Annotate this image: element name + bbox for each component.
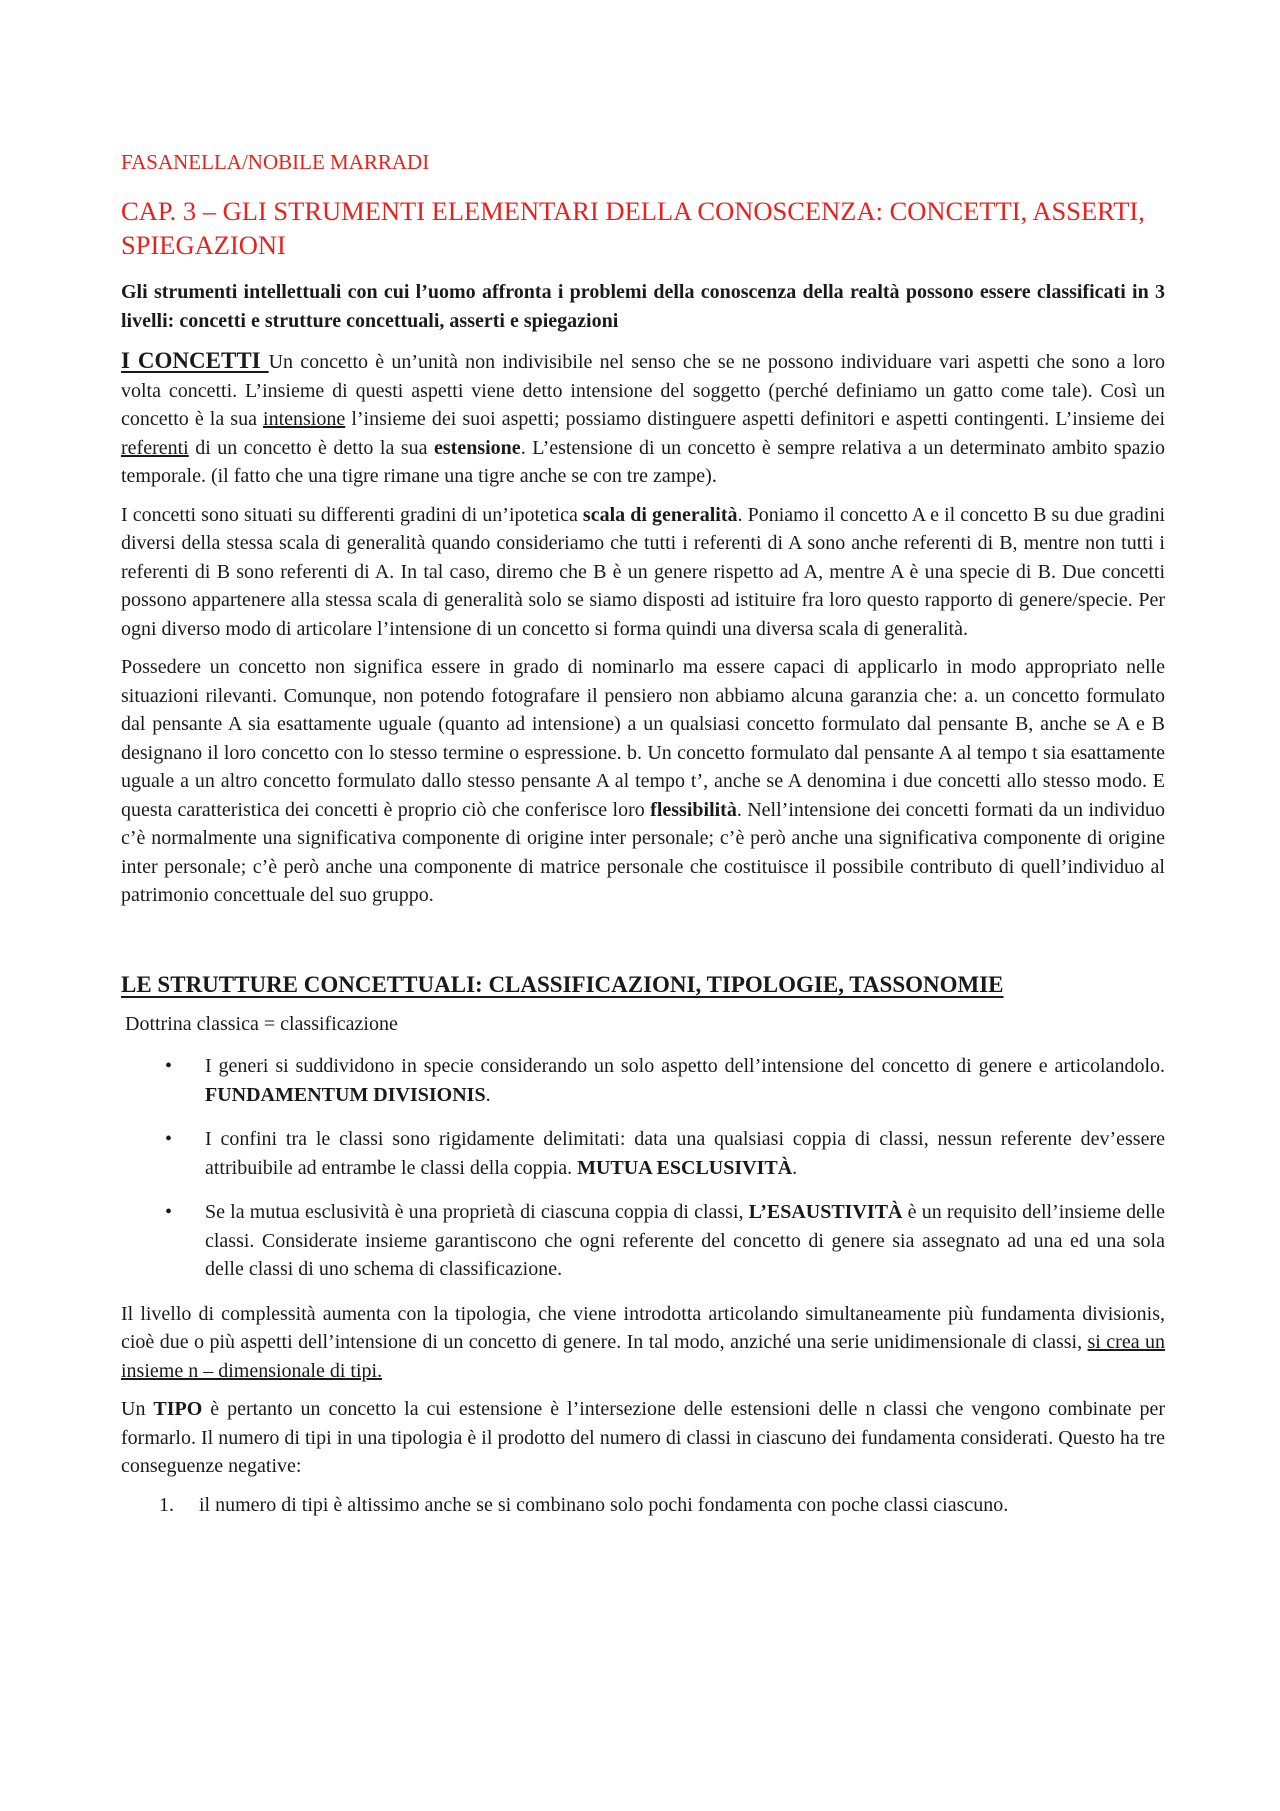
bold-term: FUNDAMENTUM DIVISIONIS [205, 1083, 486, 1106]
text-run: . L’estensione di un concetto è sempre relativa a un determinato ambito spazio temporale. (il fatto che una tigre rimane una tigre anche se con tre zampe). [121, 436, 1165, 487]
bullet-icon: • [165, 1128, 173, 1150]
concepts-paragraph-1 [121, 347, 1165, 491]
numbered-list [121, 1491, 1165, 1520]
text-run: Se la mutua esclusività è una proprietà di ciascuna coppia di classi, [205, 1201, 749, 1223]
underlined-term: intensione [263, 408, 346, 430]
text-run: è un requisito dell’insieme delle classi. Considerate insieme garantiscono che ogni referente del concetto di genere sia assegnato ad una ed una sola delle classi di uno schema di classificazione. [205, 1201, 1165, 1280]
list-item [121, 1125, 1165, 1182]
list-item [121, 1198, 1165, 1284]
typology-paragraph [121, 1300, 1165, 1386]
bullet-icon: • [165, 1201, 173, 1223]
text-run: di un concetto è detto la sua [188, 436, 435, 459]
list-item [121, 1052, 1165, 1109]
text-run: I concetti sono situati su differenti gradini di un’ipotetica [121, 503, 583, 526]
authors-header: FASANELLA/NOBILE MARRADI [121, 150, 430, 174]
text-run: I generi si suddividono in specie considerando un solo aspetto dell’intensione del concetto di genere e articolandolo. [205, 1055, 1165, 1077]
bullet-list [121, 1052, 1165, 1284]
text-run: Un [121, 1398, 154, 1420]
text-run: è pertanto un concetto la cui estensione è l’intersezione delle estensioni delle n classi che vengono combinate per formarlo. Il numero di tipi in una tipologia è il prodotto del numero di classi in ciascuno dei fundamenta considerati. Questo ha tre conseguenze negative: [121, 1398, 1165, 1477]
concepts-paragraph-2 [121, 501, 1165, 644]
chapter-title: CAP. 3 – GLI STRUMENTI ELEMENTARI DELLA CONOSCENZA: CONCETTI, ASSERTI, SPIEGAZIONI [121, 196, 1145, 260]
bullet-icon: • [165, 1055, 173, 1077]
text-run: . Nell’intensione dei concetti formati da un individuo c’è normalmente una significativa componente di origine inter personale; c’è però anche una significativa componente di origine inter personale; c’è però anche una componente di matrice personale che costituisce il possibile contributo di quell’individuo al patrimonio concettuale del suo gruppo. [121, 798, 1165, 906]
text-run: Un concetto è un’unità non indivisibile nel senso che se ne possono individuare vari aspetti che sono a loro volta concetti. L’insieme di questi aspetti viene detto intensione del soggetto (perché definiamo un gatto come tale). Così un concetto è la sua [121, 351, 1165, 430]
list-item [121, 1491, 1165, 1520]
list-number: 1. [159, 1493, 174, 1516]
text-run: . Poniamo il concetto A e il concetto B su due gradini diversi della stessa scala di generalità quando consideriamo che tutti i referenti di A sono anche referenti di B, mentre non tutti i referenti di B sono referenti di A. In tal caso, diremo che B è un genere rispetto ad A, mentre A è una specie di B. Due concetti possono appartenere alla stessa scala di generalità solo se siamo disposti ad istituire fra loro questo rapporto di genere/specie. Per ogni diverso modo di articolare l’intensione di un concetto si forma quindi una diversa scala di generalità. [121, 503, 1165, 640]
underlined-term: si crea un insieme n – dimensionale di tipi. [121, 1331, 1165, 1382]
bold-term: scala di generalità [582, 503, 738, 526]
text-run: il numero di tipi è altissimo anche se si combinano solo pochi fondamenta con poche classi ciascuno. [199, 1493, 1009, 1516]
bold-term: MUTUA ESCLUSIVITÀ [577, 1156, 793, 1179]
text-run: Possedere un concetto non significa essere in grado di nominarlo ma essere capaci di applicarlo in modo appropriato nelle situazioni rilevanti. Comunque, non potendo fotografare il pensiero non abbiamo alcuna garanzia che: a. un concetto formulato dal pensante A sia esattamente uguale (quanto ad intensione) a un qualsiasi concetto formulato dal pensante B, anche se A e B designano il loro concetto con lo stesso termine o espressione. b. Un concetto formulato dal pensante A al tempo t sia esattamente uguale a un altro concetto formulato dallo stesso pensante A al tempo t’, anche se A denomina i due concetti allo stesso modo. E questa caratteristica dei concetti è proprio ciò che conferisce loro [121, 656, 1165, 821]
text-run: . [792, 1156, 798, 1179]
bold-term: flessibilità [650, 798, 737, 821]
bold-term: TIPO [153, 1398, 203, 1420]
bold-term: L’ESAUSTIVITÀ [748, 1201, 903, 1223]
text-run: l’insieme dei suoi aspetti; possiamo distinguere aspetti definitori e aspetti contingenti. L’insieme dei [345, 408, 1166, 430]
intro-paragraph: Gli strumenti intellettuali con cui l’uomo affronta i problemi della conoscenza della realtà possono essere classificati in 3 livelli: concetti e strutture concettuali, asserti e spiegazioni [121, 281, 1165, 332]
text-run: . [485, 1083, 491, 1106]
text-run: I confini tra le classi sono rigidamente delimitati: data una qualsiasi coppia di classi, nessun referente dev’essere attribuibile ad entrambe le classi della coppia. [205, 1128, 1165, 1179]
section-spacer [121, 920, 1165, 970]
text-run: Il livello di complessità aumenta con la tipologia, che viene introdotta articolando simultaneamente più fundamenta divisionis, cioè due o più aspetti dell’intensione di un concetto di genere. In tal modo, anziché una serie unidimensionale di classi, [121, 1302, 1165, 1353]
type-paragraph [121, 1395, 1165, 1481]
doctrine-line: Dottrina classica = classificazione [125, 1012, 398, 1035]
bold-term: estensione [434, 436, 521, 459]
concepts-heading: I CONCETTI [121, 348, 269, 373]
document-page [121, 148, 1165, 1519]
underlined-term: referenti [121, 436, 189, 459]
structures-heading: LE STRUTTURE CONCETTUALI: CLASSIFICAZIONI, TIPOLOGIE, TASSONOMIE [121, 971, 1004, 997]
concepts-paragraph-3 [121, 653, 1165, 910]
